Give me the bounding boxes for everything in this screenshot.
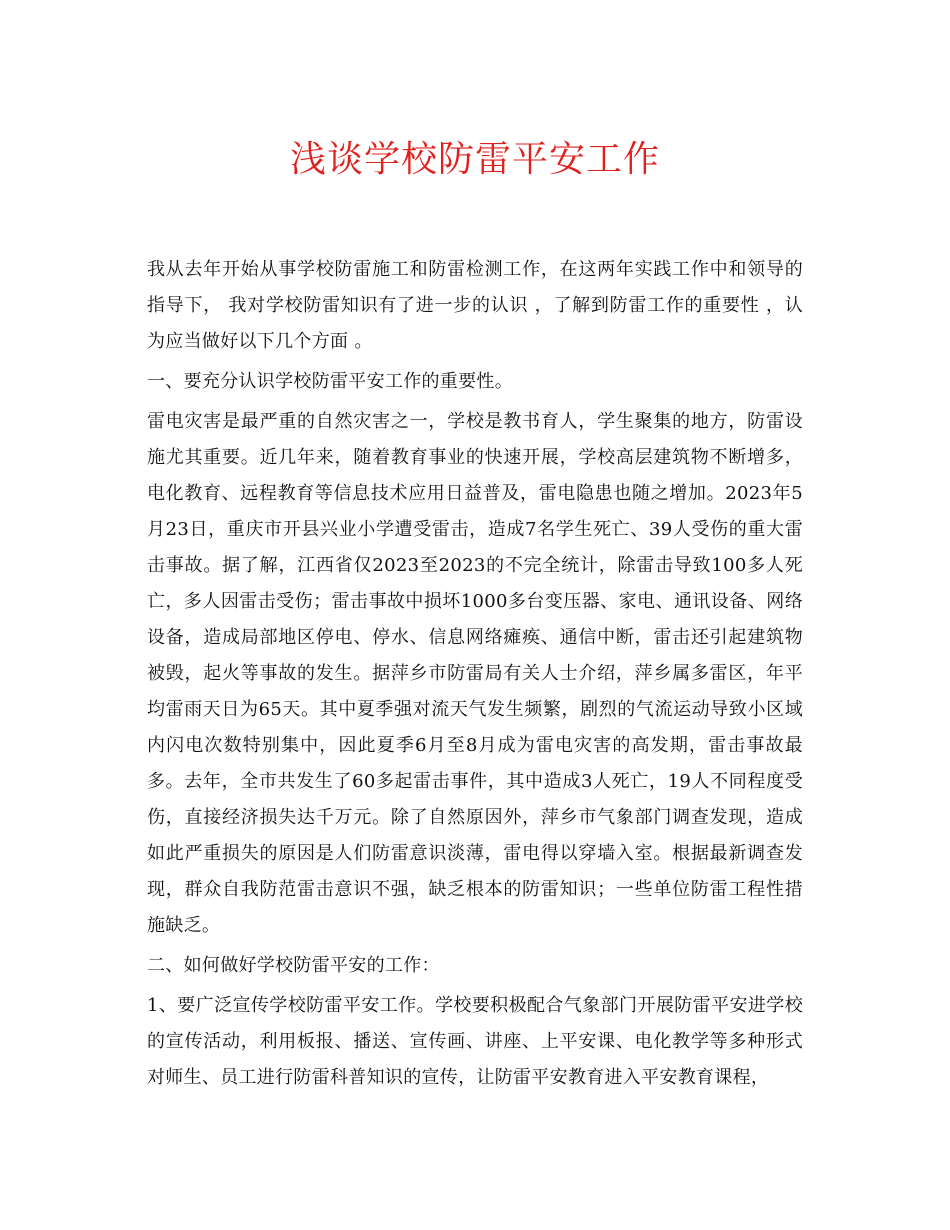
body-paragraph: 1、要广泛宣传学校防雷平安工作。学校要积极配合气象部门开展防雷平安进学校的宣传活动，利用板报、播送、宣传画、讲座、上平安课、电化教学等多种形式对师生、员工进行防雷科普知识的宣传，让防雷平安教育进入平安教育课程， [147,995,803,1088]
section-heading-2: 二、如何做好学校防雷平安的工作： [147,955,440,976]
intro-paragraph: 我从去年开始从事学校防雷施工和防雷检测工作，在这两年实践工作中和领导的指导下， 我对学校防雷知识有了进一步的认识 ，了解到防雷工作的重要性 ，认为应当做好以下几个方面 。 [147,259,803,352]
document-body [147,252,803,1100]
document-title: 浅谈学校防雷平安工作 [289,139,660,180]
body-paragraph: 雷电灾害是最严重的自然灾害之一，学校是教书育人，学生聚集的地方，防雷设施尤其重要。近几年来，随着教育事业的快速开展，学校高层建筑物不断增多，电化教育、远程教育等信息技术应用日益普及，雷电隐患也随之增加。2023年5月23日，重庆市开县兴业小学遭受雷击，造成7名学生死亡、39人受伤的重大雷击事故。据了解，江西省仅2023至2023的不完全统计，除雷击导致100多人死亡，多人因雷击受伤；雷击事故中损坏1000多台变压器、家电、通讯设备、网络设备，造成局部地区停电、停水、信息网络瘫痪、通信中断，雷击还引起建筑物被毁，起火等事故的发生。据萍乡市防雷局有关人士介绍，萍乡属多雷区，年平均雷雨天日为65天。其中夏季强对流天气发生频繁，剧烈的气流运动导致小区域内闪电次数特别集中，因此夏季6月至8月成为雷电灾害的高发期，雷击事故最多。去年，全市共发生了60多起雷击事件，其中造成3人死亡，19人不同程度受伤，直接经济损失达千万元。除了自然原因外，萍乡市气象部门调查发现，造成如此严重损失的原因是人们防雷意识淡薄，雷电得以穿墙入室。根据最新调查发现，群众自我防范雷击意识不强，缺乏根本的防雷知识；一些单位防雷工程性措施缺乏。 [147,411,803,936]
section-heading-1: 一、要充分认识学校防雷平安工作的重要性。 [147,371,513,392]
